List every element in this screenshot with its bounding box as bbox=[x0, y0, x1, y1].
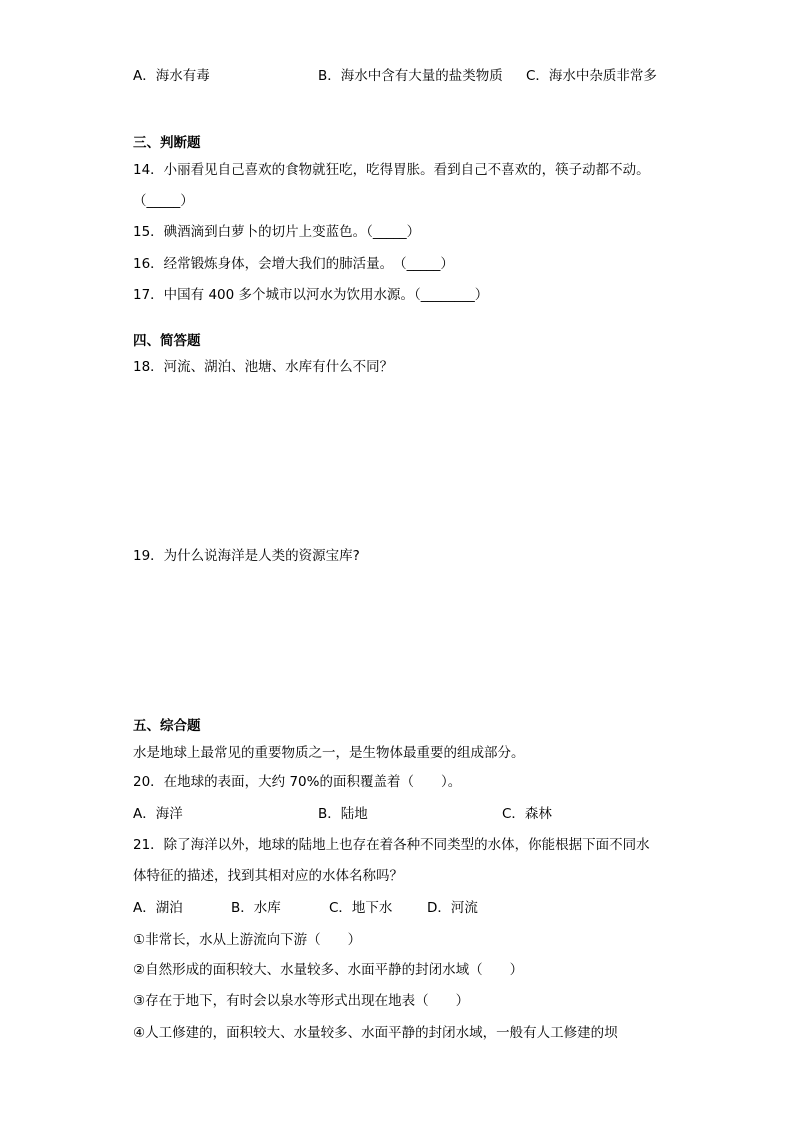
question-15: 15．碘酒滴到白萝卜的切片上变蓝色。（_____） bbox=[133, 224, 421, 240]
q13-option-b: B．海水中含有大量的盐类物质 bbox=[318, 68, 503, 84]
section-4-heading: 四、简答题 bbox=[133, 333, 201, 349]
q21-option-d: D．河流 bbox=[427, 900, 478, 916]
q20-option-a: A．海洋 bbox=[133, 806, 183, 822]
q21-option-a: A．湖泊 bbox=[133, 900, 183, 916]
q21-item-1: ①非常长，水从上游流向下游（ ） bbox=[133, 932, 362, 948]
question-21-line-2: 体特征的描述，找到其相对应的水体名称吗？ bbox=[133, 868, 403, 884]
question-14-line-2: （_____） bbox=[133, 193, 194, 209]
section-5-heading: 五、综合题 bbox=[133, 718, 201, 734]
q21-item-2: ②自然形成的面积较大、水量较多、水面平静的封闭水域（ ） bbox=[133, 962, 524, 978]
q20-option-c: C．森林 bbox=[502, 806, 552, 822]
q13-option-c: C．海水中杂质非常多 bbox=[526, 68, 657, 84]
q21-item-4: ④人工修建的，面积较大、水量较多、水面平静的封闭水域，一般有人工修建的坝 bbox=[133, 1025, 618, 1041]
section-5-intro: 水是地球上最常见的重要物质之一，是生物体最重要的组成部分。 bbox=[133, 745, 525, 761]
q13-option-a: A．海水有毒 bbox=[133, 68, 210, 84]
question-21-line-1: 21．除了海洋以外，地球的陆地上也存在着各种不同类型的水体，你能根据下面不同水 bbox=[133, 837, 650, 853]
q21-option-c: C．地下水 bbox=[329, 900, 393, 916]
question-19: 19．为什么说海洋是人类的资源宝库? bbox=[133, 548, 360, 564]
q21-item-3: ③存在于地下，有时会以泉水等形式出现在地表（ ） bbox=[133, 993, 470, 1009]
q20-option-b: B．陆地 bbox=[318, 806, 368, 822]
question-18: 18．河流、湖泊、池塘、水库有什么不同？ bbox=[133, 359, 394, 375]
question-17: 17．中国有 400 多个城市以河水为饮用水源。（________） bbox=[133, 287, 489, 303]
question-20: 20．在地球的表面，大约 70%的面积覆盖着（ ）。 bbox=[133, 774, 462, 790]
section-3-heading: 三、判断题 bbox=[133, 135, 201, 151]
q21-option-b: B．水库 bbox=[231, 900, 281, 916]
question-14-line-1: 14．小丽看见自己喜欢的食物就狂吃，吃得胃胀。看到自己不喜欢的，筷子动都不动。 bbox=[133, 162, 650, 178]
question-16: 16．经常锻炼身体，会增大我们的肺活量。 （_____） bbox=[133, 256, 454, 272]
